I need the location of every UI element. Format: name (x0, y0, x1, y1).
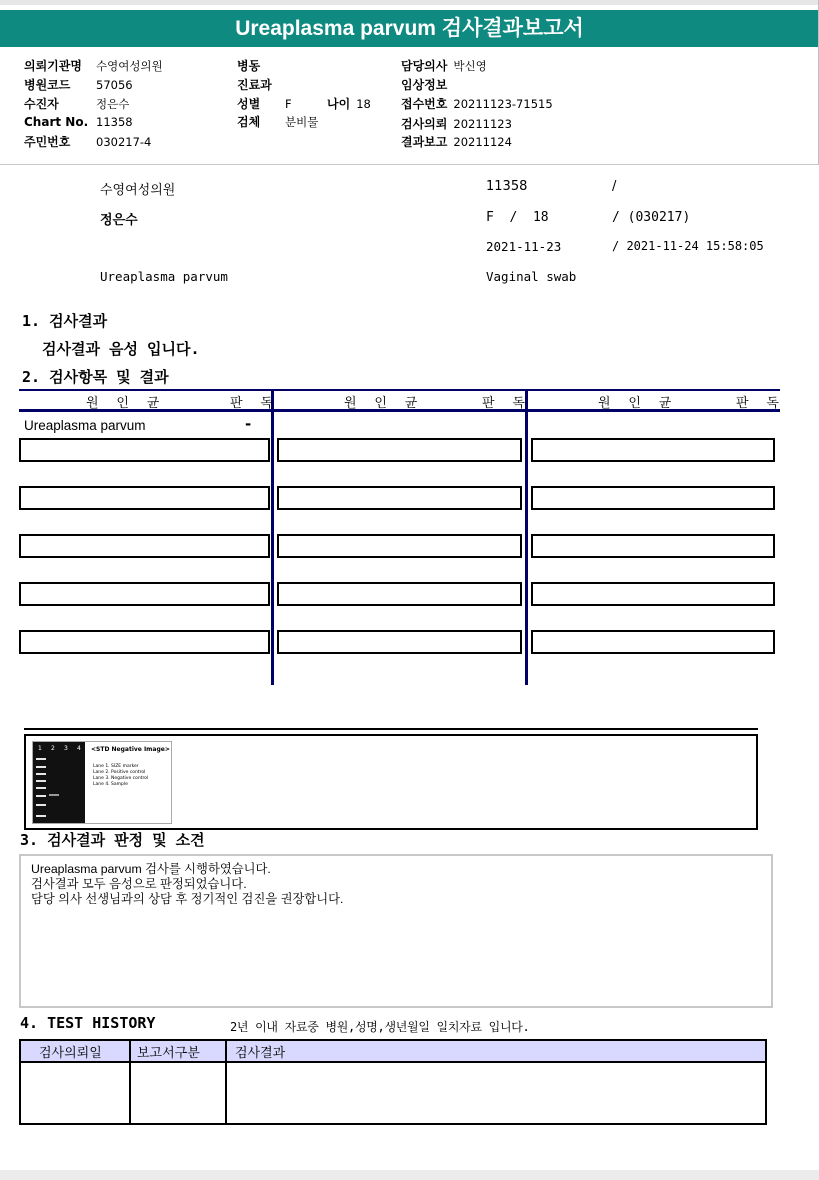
header-request-date: 검사의뢰 20211123 (401, 117, 512, 131)
gel-band (49, 794, 59, 796)
result-cell (531, 438, 775, 462)
top-border (0, 0, 819, 5)
header-patient: 수진자 정은수 (24, 97, 130, 111)
gel-legend: Lane 2. Positive control (93, 770, 146, 775)
section3-title: 3. 검사결과 판정 및 소견 (20, 831, 205, 849)
info-test: Ureaplasma parvum (100, 269, 228, 284)
report-title: Ureaplasma parvum 검사결과보고서 (0, 10, 819, 47)
col-head-judgement-2: 판 독 (482, 396, 530, 411)
history-col-report-type: 보고서구분 (137, 1046, 200, 1061)
info-birth: / (030217) (612, 210, 691, 225)
info-chart: 11358 (486, 179, 528, 194)
info-sex-age: F / 18 (486, 210, 549, 225)
gel-band (36, 758, 46, 760)
col-head-pathogen-3: 원 인 균 (598, 396, 677, 411)
result-cell (19, 486, 270, 510)
header-clinical-info: 임상정보 (401, 78, 448, 92)
gel-band (36, 815, 46, 817)
header-report-date: 결과보고 20211124 (401, 135, 512, 149)
organism-judgement: - (245, 415, 252, 433)
section4-title: 4. TEST HISTORY (20, 1014, 156, 1032)
info-received: 2021-11-23 (486, 239, 562, 254)
result-cell (277, 630, 522, 654)
gel-legend: Lane 1. SIZE marker (93, 764, 139, 769)
header-department: 진료과 (237, 78, 272, 92)
gel-photo (33, 742, 85, 823)
gel-band (36, 795, 46, 797)
opinion-line: 담당 의사 선생님과의 상담 후 정기적인 검진을 권장합니다. (31, 892, 344, 906)
result-cell (19, 438, 270, 462)
col-head-pathogen-1: 원 인 균 (86, 396, 165, 411)
section1-title: 1. 검사결과 (22, 312, 108, 330)
header-age: 나이 18 (327, 97, 371, 111)
opinion-box (19, 854, 773, 1008)
history-note: 2년 이내 자료중 병원,성명,생년월일 일치자료 입니다. (230, 1020, 530, 1034)
gel-image (32, 741, 172, 824)
gel-legend: Lane 4. Sample (93, 782, 128, 787)
info-slash: / (612, 179, 617, 194)
header-ward: 병동 (237, 59, 261, 73)
info-clinic: 수영여성의원 (100, 183, 176, 198)
result-cell (531, 630, 775, 654)
result-cell (531, 534, 775, 558)
table-col-divider-2 (525, 389, 528, 685)
lane-number: 2 (51, 745, 55, 752)
lane-number: 4 (77, 745, 81, 752)
result-summary: 검사결과 음성 입니다. (42, 340, 200, 358)
gel-legend: Lane 3. Negative control (93, 776, 149, 781)
opinion-line: 검사결과 모두 음성으로 판정되었습니다. (31, 877, 247, 891)
col-head-judgement-1: 판 독 (230, 396, 278, 411)
gel-band (36, 766, 46, 768)
result-cell (277, 534, 522, 558)
lane-number: 1 (38, 745, 42, 752)
opinion-line: Ureaplasma parvum 검사를 시행하였습니다. (31, 862, 271, 876)
result-cell (19, 630, 270, 654)
header-divider (0, 164, 819, 165)
history-col-result: 검사결과 (235, 1046, 286, 1061)
gel-band (36, 804, 46, 806)
col-head-judgement-3: 판 독 (736, 396, 784, 411)
gel-band (36, 780, 46, 782)
info-specimen: Vaginal swab (486, 269, 577, 284)
header-specimen: 검체 분비물 (237, 115, 319, 129)
table-col-divider-1 (271, 389, 274, 685)
image-top-rule (24, 728, 758, 730)
result-cell (531, 582, 775, 606)
result-cell (19, 534, 270, 558)
header-chart-no: Chart No. 11358 (24, 115, 133, 129)
header-sex: 성별 F (237, 97, 292, 111)
header-receipt-no: 접수번호 20211123-71515 (401, 97, 553, 111)
table-top-rule (19, 389, 780, 391)
header-hospital-code: 병원코드 57056 (24, 78, 133, 92)
history-col-divider (129, 1041, 131, 1123)
history-table (19, 1039, 767, 1125)
result-cell (277, 486, 522, 510)
info-patient: 정은수 (100, 213, 138, 228)
history-col-divider (225, 1041, 227, 1123)
organism-name: Ureaplasma parvum (24, 418, 146, 433)
col-head-pathogen-2: 원 인 균 (344, 396, 423, 411)
bottom-border (0, 1170, 819, 1180)
history-header (21, 1041, 765, 1063)
result-cell (277, 582, 522, 606)
gel-band (36, 787, 46, 789)
lane-number: 3 (64, 745, 68, 752)
header-clinic: 의뢰기관명 수영여성의원 (24, 59, 163, 73)
header-resident-no: 주민번호 030217-4 (24, 135, 152, 149)
result-cell (19, 582, 270, 606)
section2-title: 2. 검사항목 및 결과 (22, 368, 169, 386)
gel-band (36, 773, 46, 775)
result-cell (531, 486, 775, 510)
header-doctor: 담당의사 박신영 (401, 59, 487, 73)
result-cell (277, 438, 522, 462)
info-reported: / 2021-11-24 15:58:05 (612, 239, 764, 253)
history-col-request-date: 검사의뢰일 (39, 1046, 102, 1061)
gel-title: <STD Negative Image> (91, 746, 170, 753)
